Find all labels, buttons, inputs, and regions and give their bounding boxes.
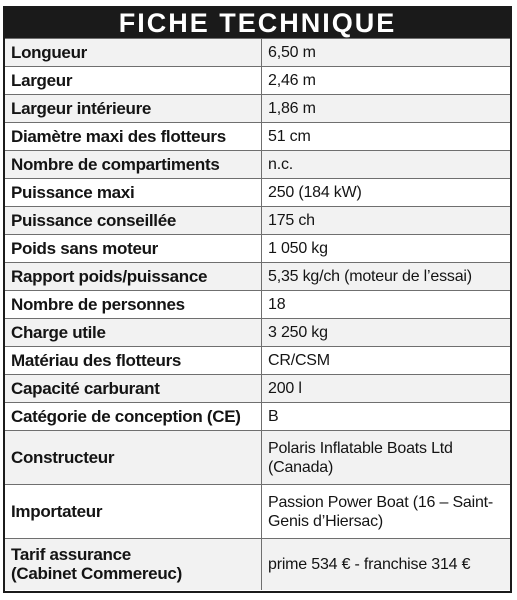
table-row [5,67,510,95]
row-label-charge-utile: Charge utile [5,319,262,347]
row-value-largeur: 2,46 m [262,67,511,95]
row-value-diametre-flotteurs: 51 cm [262,123,511,151]
row-label-tarif-assurance [5,539,262,590]
table-row [5,319,510,347]
table-row [5,151,510,179]
row-label-rapport: Rapport poids/puissance [5,263,262,291]
table-row [5,179,510,207]
label-line: (Cabinet Commereuc) [11,564,182,584]
sheet-title: FICHE TECHNIQUE [5,8,510,38]
row-value-tarif-assurance: prime 534 € - franchise 314 € [262,539,511,590]
row-label-categorie: Catégorie de conception (CE) [5,403,262,431]
row-value-puissance-conseillee: 175 ch [262,207,511,235]
table-row [5,485,510,539]
row-value-charge-utile: 3 250 kg [262,319,511,347]
table-row [5,207,510,235]
row-label-constructeur: Constructeur [5,431,262,485]
row-value-compartiments: n.c. [262,151,511,179]
table-row [5,263,510,291]
row-label-longueur: Longueur [5,39,262,67]
row-label-puissance-maxi: Puissance maxi [5,179,262,207]
row-value-poids: 1 050 kg [262,235,511,263]
spec-table [5,38,510,590]
table-row [5,235,510,263]
row-value-constructeur [262,431,511,485]
row-label-carburant: Capacité carburant [5,375,262,403]
row-value-carburant: 200 l [262,375,511,403]
row-value-rapport: 5,35 kg/ch (moteur de l’essai) [262,263,511,291]
value-line: Passion Power Boat (16 – Saint- [268,493,494,511]
row-value-categorie: B [262,403,511,431]
row-label-puissance-conseillee: Puissance conseillée [5,207,262,235]
row-label-compartiments: Nombre de compartiments [5,151,262,179]
table-row [5,291,510,319]
row-label-largeur: Largeur [5,67,262,95]
label-line: Tarif assurance [11,545,131,565]
table-row [5,539,510,590]
row-value-puissance-maxi: 250 (184 kW) [262,179,511,207]
table-row [5,95,510,123]
value-line: Genis d’Hiersac) [268,512,384,530]
value-line: Polaris Inflatable Boats Ltd [268,439,453,457]
row-value-largeur-interieure: 1,86 m [262,95,511,123]
row-value-longueur: 6,50 m [262,39,511,67]
table-row [5,403,510,431]
row-label-largeur-interieure: Largeur intérieure [5,95,262,123]
row-value-importateur [262,485,511,539]
row-label-importateur: Importateur [5,485,262,539]
row-label-poids: Poids sans moteur [5,235,262,263]
row-label-diametre-flotteurs: Diamètre maxi des flotteurs [5,123,262,151]
value-line: (Canada) [268,458,334,476]
row-value-materiau: CR/CSM [262,347,511,375]
row-value-personnes: 18 [262,291,511,319]
row-label-materiau: Matériau des flotteurs [5,347,262,375]
table-row [5,375,510,403]
table-row [5,347,510,375]
row-label-personnes: Nombre de personnes [5,291,262,319]
table-row [5,39,510,67]
table-row [5,431,510,485]
table-row [5,123,510,151]
spec-sheet [3,6,512,593]
